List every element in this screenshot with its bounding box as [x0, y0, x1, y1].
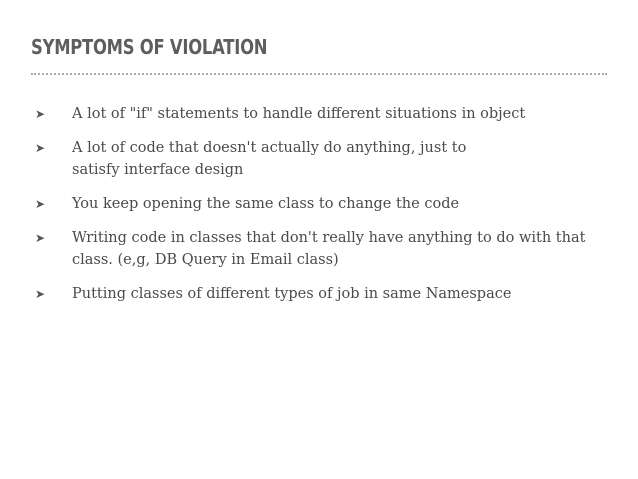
- bullet-text: A lot of "if" statements to handle different situations in object: [72, 106, 526, 122]
- arrow-bullet-icon: ➤: [35, 287, 46, 301]
- arrow-bullet-icon: ➤: [35, 231, 46, 245]
- arrow-bullet-icon: ➤: [35, 107, 46, 121]
- list-item: [30, 103, 610, 125]
- list-item: [30, 193, 610, 215]
- bullet-text: Putting classes of different types of job in same Namespace: [72, 286, 512, 302]
- slide-title: SYMPTOMS OF VIOLATION: [31, 35, 268, 59]
- arrow-bullet-icon: ➤: [35, 141, 46, 155]
- arrow-bullet-icon: ➤: [35, 197, 46, 211]
- list-item: [30, 137, 610, 181]
- list-item: [30, 283, 610, 305]
- title-divider: [31, 73, 607, 75]
- bullet-text: Writing code in classes that don't really have anything to do with that class. (e,g, DB Query in Email class): [72, 230, 586, 268]
- bullet-text: A lot of code that doesn't actually do anything, just to satisfy interface design: [72, 140, 467, 178]
- bullet-text: You keep opening the same class to change the code: [72, 196, 460, 212]
- list-item: [30, 227, 610, 271]
- bullet-list: [30, 103, 610, 317]
